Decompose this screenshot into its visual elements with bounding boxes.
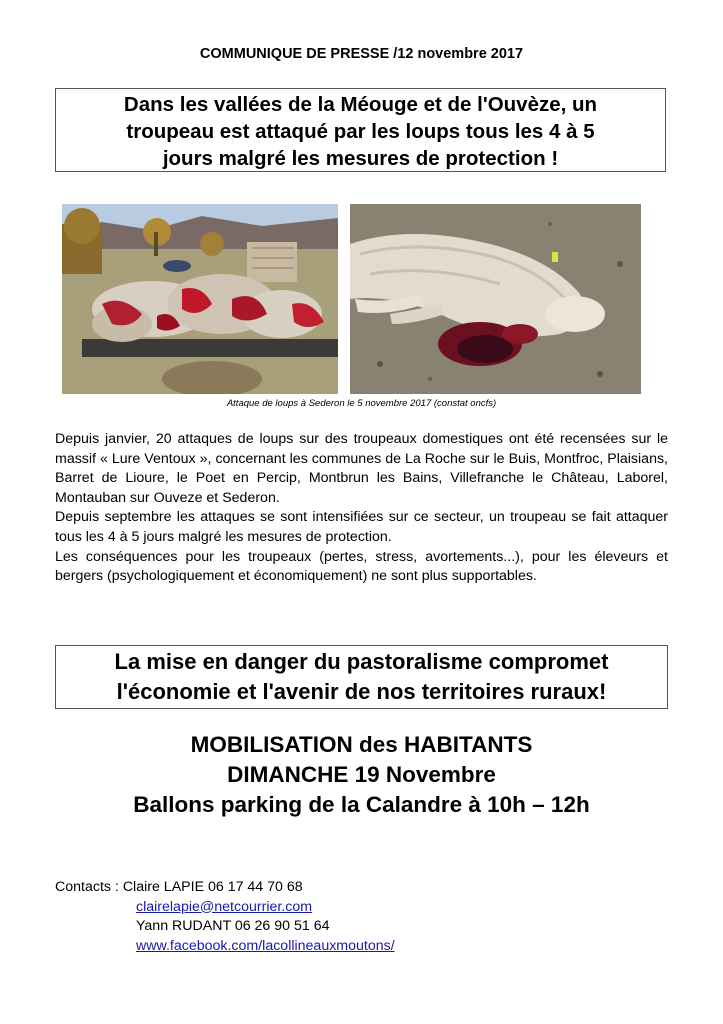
paragraph-attacks: Depuis janvier, 20 attaques de loups sur des troupeaux domestiques ont été recensées sur le massif « Lure Ventoux », concernant les communes de La Roche sur le Buis, Montfroc, Plaisians, Barret de Lioure, le Poet en Percip, Montbrun les Bains, Villefranche le Château, Laborel, Montauban sur Ouveze et Sederon. (55, 431, 668, 506)
warning-box (55, 645, 668, 709)
headline-line-3: jours malgré les mesures de protection ! (162, 147, 559, 170)
headline-line-2: troupeau est attaqué par les loups tous les 4 à 5 (126, 120, 595, 143)
photo-caption: Attaque de loups à Sederon le 5 novembre 2017 (constat oncfs) (226, 398, 497, 409)
contact-email-link[interactable]: clairelapie@netcourrier.com (136, 898, 313, 915)
photo-dead-sheep (350, 204, 641, 394)
warning-line-1: La mise en danger du pastoralisme compromet (114, 649, 609, 674)
mobilisation-block (0, 730, 723, 820)
paragraph-consequences: Les conséquences pour les troupeaux (pertes, stress, avortements...), pour les éleveurs et bergers (psychologiquement et économiquement) ne sont plus supportables. (55, 548, 668, 585)
contact-claire: Contacts : Claire LAPIE 06 17 44 70 68 (55, 879, 303, 895)
press-release-header: COMMUNIQUE DE PRESSE /12 novembre 2017 (199, 46, 524, 62)
contacts-block (55, 878, 395, 956)
headline-line-1: Dans les vallées de la Méouge et de l'Ouvèze, un (123, 93, 598, 116)
headline-box (55, 88, 666, 172)
mobilisation-date: DIMANCHE 19 Novembre (227, 762, 496, 787)
contact-yann: Yann RUDANT 06 26 90 51 64 (136, 918, 330, 934)
paragraph-intensification: Depuis septembre les attaques se sont intensifiées sur ce secteur, un troupeau se fait attaquer tous les 4 à 5 jours malgré les mesures de protection. (55, 509, 668, 545)
mobilisation-title: MOBILISATION des HABITANTS (190, 732, 533, 757)
warning-line-2: l'économie et l'avenir de nos territoires ruraux! (116, 679, 607, 704)
facebook-link[interactable]: www.facebook.com/lacollineauxmoutons/ (136, 937, 395, 954)
body-text (55, 430, 668, 587)
mobilisation-location: Ballons parking de la Calandre à 10h – 12h (133, 792, 590, 817)
photo-attacked-flock-trailer (62, 204, 338, 394)
